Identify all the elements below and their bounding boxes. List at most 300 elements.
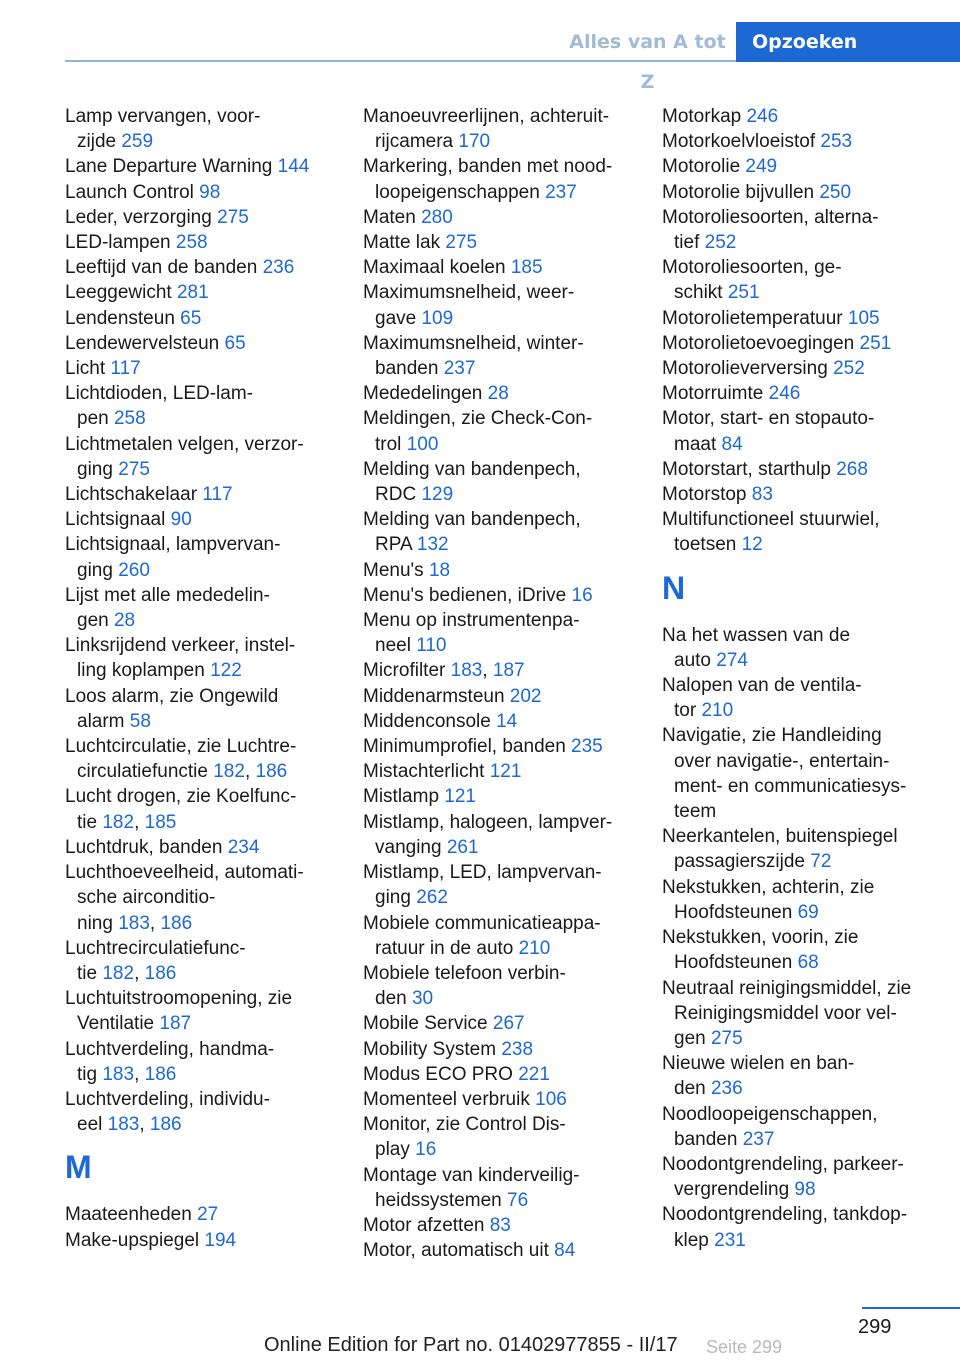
index-entry-text: Lamp vervangen, voor-	[65, 106, 261, 127]
index-entry	[662, 381, 947, 406]
index-entry-text: ment- en communicatiesys-	[674, 775, 907, 797]
index-entry-text: Luchthoeveelheid, automati-	[65, 862, 304, 884]
index-entry-text: Monitor, zie Control Dis-	[363, 1114, 566, 1136]
page-reference-link[interactable]: 100	[406, 433, 439, 455]
index-entry	[65, 1202, 350, 1227]
tab-alles-van-a-tot-z[interactable]: Alles van A tot Z	[569, 31, 726, 93]
index-entry-text: Maximumsnelheid, weer-	[363, 282, 575, 304]
index-entry	[363, 255, 648, 280]
index-entry-text: Mobility System	[363, 1038, 502, 1060]
page-reference-link[interactable]: 183	[450, 660, 483, 682]
index-entry-text: Minimumprofiel, banden	[363, 736, 572, 758]
page-reference-link[interactable]: 259	[121, 131, 154, 153]
index-entry	[65, 306, 350, 331]
page-reference-link[interactable]: 183	[107, 1114, 140, 1136]
index-entry-text: Neerkantelen, buitenspiegel	[662, 826, 898, 848]
index-entry-text: Middenconsole	[363, 710, 497, 732]
index-entry-text: Licht	[65, 358, 111, 380]
index-entry-text: tie	[77, 811, 103, 833]
page-reference-link[interactable]: 68	[797, 952, 819, 974]
page-reference-link[interactable]: 122	[210, 660, 242, 682]
index-entry	[662, 824, 947, 874]
index-entry-text: Nekstukken, voorin, zie	[662, 927, 859, 949]
page-reference-link[interactable]: 221	[518, 1063, 550, 1085]
index-entry	[363, 507, 648, 557]
index-entry-text: Mobile Service	[363, 1013, 493, 1035]
page-reference-link[interactable]: 246	[768, 383, 801, 405]
page-reference-link[interactable]: 14	[496, 710, 518, 732]
index-entry-text: zijde	[77, 131, 122, 153]
page-reference-link[interactable]: 16	[571, 584, 593, 606]
index-entry-text: Melding van bandenpech,	[363, 509, 581, 531]
index-entry-text: Nalopen van de ventila-	[662, 675, 862, 697]
page-reference-link[interactable]: 16	[415, 1139, 437, 1161]
page-reference-link[interactable]: 183	[102, 1063, 135, 1085]
index-entry-text: Leeftijd van de banden	[65, 257, 263, 279]
index-entry	[363, 331, 648, 381]
index-entry-text: Motorkoelvloeistof	[662, 131, 821, 153]
index-entry	[65, 356, 350, 381]
index-entry: Microfilter 183, 187	[363, 660, 525, 682]
page-reference-link[interactable]: 27	[197, 1204, 219, 1226]
index-entry	[65, 154, 350, 179]
index-entry-text: Luchtverdeling, individu-	[65, 1088, 270, 1110]
page-reference-link[interactable]: 69	[797, 901, 819, 923]
index-entry-text: Momenteel verbruik	[363, 1088, 536, 1110]
index-entry-text: ling koplampen	[77, 660, 211, 682]
index-entry-text: Na het wassen van de	[662, 624, 851, 646]
index-entry-text: vanging	[375, 836, 447, 858]
index-entry-text: Modus ECO PRO	[363, 1063, 519, 1085]
index-entry-text: Lichtsignaal	[65, 509, 171, 531]
page-number: 299	[858, 1316, 892, 1338]
page-reference-link[interactable]: 210	[701, 700, 734, 722]
index-entry-text: RPA	[375, 534, 417, 556]
index-entry	[363, 1112, 648, 1162]
index-entry	[65, 280, 350, 305]
page-reference-link[interactable]: 76	[507, 1189, 529, 1211]
page-reference-link[interactable]: 182	[213, 761, 245, 783]
index-entry-text: Motorkap	[662, 106, 747, 127]
page-reference-link[interactable]: 18	[428, 559, 451, 581]
page-reference-link[interactable]: 83	[489, 1214, 511, 1236]
page-reference-link[interactable]: 275	[445, 232, 478, 254]
index-entry	[363, 1011, 648, 1036]
index-entry	[65, 180, 350, 205]
index-entry	[662, 623, 947, 673]
index-entry	[363, 1213, 648, 1238]
index-entry	[363, 230, 648, 255]
page-reference-link[interactable]: 144	[277, 156, 310, 178]
index-entry-text: Mededelingen	[363, 383, 488, 405]
index-entry	[662, 673, 947, 723]
index-entry	[363, 583, 648, 608]
index-entry-text: Ventilatie	[77, 1013, 160, 1035]
index-entry-text: Maximumsnelheid, winter-	[363, 332, 584, 354]
index-entry-text: Mistlamp, LED, lampvervan-	[363, 862, 602, 884]
page-reference-link[interactable]: 275	[118, 458, 150, 480]
page-reference-link[interactable]: 109	[421, 307, 454, 329]
index-entry-text: Mobiele telefoon verbin-	[363, 962, 566, 984]
index-entry-text: Montage van kinderveilig-	[363, 1164, 580, 1186]
page-reference-link[interactable]: 65	[224, 332, 246, 354]
index-entry	[65, 230, 350, 255]
page-reference-link[interactable]: 187	[492, 660, 525, 682]
index-entry-text: Melding van bandenpech,	[363, 458, 581, 480]
index-entry-text: sche airconditio-	[77, 887, 216, 909]
index-entry	[363, 784, 648, 809]
page-reference-link[interactable]: 98	[199, 181, 221, 203]
page-reference-link[interactable]: 246	[746, 106, 779, 127]
index-entry-text: Navigatie, zie Handleiding	[662, 725, 882, 747]
index-entry	[662, 306, 947, 331]
page-reference-link[interactable]: 251	[859, 332, 892, 354]
index-entry-text: Lijst met alle mededelin-	[65, 584, 270, 606]
page-reference-link[interactable]: 238	[501, 1038, 534, 1060]
index-entry-text: LED-lampen	[65, 232, 176, 254]
index-entry-text: Motorruimte	[662, 383, 769, 405]
index-entry-text: Motoroliesoorten, ge-	[662, 257, 842, 279]
index-entry-text: Noodontgrendeling, tankdop-	[662, 1204, 908, 1226]
index-entry-text: klep	[674, 1229, 715, 1251]
page-reference-link[interactable]: 129	[421, 484, 454, 506]
index-entry	[662, 255, 947, 305]
index-entry-text: Multifunctioneel stuurwiel,	[662, 509, 880, 531]
page-reference-link[interactable]: 106	[535, 1088, 567, 1110]
index-entry-text: Menu op instrumentenpa-	[363, 610, 580, 632]
page-reference-link[interactable]: 30	[411, 988, 434, 1010]
index-entry-text: Motorolietoevoegingen	[662, 332, 860, 354]
index-entry-text: circulatiefunctie	[77, 761, 214, 783]
index-entry-text: ging	[375, 887, 417, 909]
index-entry	[363, 1087, 648, 1112]
page-reference-link[interactable]: 231	[714, 1229, 746, 1251]
index-entry	[363, 154, 648, 204]
index-entry-text: heidssystemen	[375, 1189, 508, 1211]
index-entry-text: ratuur in de auto	[375, 937, 519, 959]
index-entry-text: gen	[77, 610, 114, 632]
watermark: Seite 299	[706, 1337, 783, 1357]
index-entry-text: Matte lak	[363, 232, 446, 254]
index-entry: Luchtverdeling, handma- tig 183, 186	[65, 1038, 275, 1085]
index-entry	[363, 457, 648, 507]
index-entry: Lucht drogen, zie Koelfunc- tie 182, 185	[65, 786, 297, 833]
index-entry-text: Maximaal koelen	[363, 257, 511, 279]
page-reference-link[interactable]: 258	[175, 232, 208, 254]
page-reference-link[interactable]: 132	[416, 534, 449, 556]
index-entry-text: alarm	[77, 710, 130, 732]
index-entry-text: Lichtsignaal, lampvervan-	[65, 534, 281, 556]
index-entry-text: Lichtmetalen velgen, verzor-	[65, 433, 304, 455]
index-entry	[65, 684, 350, 734]
index-entry-text: Motor afzetten	[363, 1214, 490, 1236]
index-entry-text: Motor, automatisch uit	[363, 1240, 555, 1262]
index-entry-text: Menu's bedienen, iDrive	[363, 584, 572, 606]
page-reference-link[interactable]: 260	[118, 559, 150, 581]
index-entry-text: Luchtrecirculatiefunc-	[65, 937, 246, 959]
index-entry	[363, 1238, 648, 1263]
tab-opzoeken[interactable]: Opzoeken	[736, 22, 960, 62]
page-reference-link[interactable]: 186	[144, 962, 177, 984]
index-entry-text: neel	[375, 635, 417, 657]
index-entry: Luchtrecirculatiefunc- tie 182, 186	[65, 937, 246, 984]
index-entry	[662, 1102, 947, 1152]
index-entry	[662, 723, 947, 824]
index-entry	[363, 280, 648, 330]
page-reference-link[interactable]: 234	[227, 836, 260, 858]
page-reference-link[interactable]: 237	[742, 1128, 775, 1150]
index-entry-text: Motorolietemperatuur	[662, 307, 848, 329]
index-entry	[363, 961, 648, 1011]
index-entry-text: Maateenheden	[65, 1204, 198, 1226]
index-entry	[662, 976, 947, 1052]
index-entry-text: over navigatie-, entertain-	[674, 750, 890, 772]
index-entry	[363, 860, 648, 910]
index-entry-text: Hoofdsteunen	[674, 952, 798, 974]
index-entry	[662, 875, 947, 925]
index-entry	[662, 154, 947, 179]
page-reference-link[interactable]: 262	[416, 887, 448, 909]
page-reference-link[interactable]: 84	[721, 433, 743, 455]
index-entry-text: loopeigenschappen	[375, 181, 546, 203]
page-reference-link[interactable]: 65	[180, 307, 202, 329]
index-entry	[65, 835, 350, 860]
page-reference-link[interactable]: 117	[202, 484, 233, 506]
index-entry-text: Mobiele communicatieappa-	[363, 912, 601, 934]
index-entry: Luchthoeveelheid, automati- sche airconditio- ning 183, 186	[65, 862, 304, 934]
index-entry-text: Leeggewicht	[65, 282, 177, 304]
index-entry-text: eel	[77, 1114, 108, 1136]
index-column-1	[65, 104, 350, 1253]
index-entry-text: schikt	[674, 282, 728, 304]
index-entry-text: gen	[674, 1027, 711, 1049]
page-reference-link[interactable]: 12	[741, 534, 763, 556]
index-entry-text: maat	[674, 433, 722, 455]
index-entry	[65, 633, 350, 683]
index-entry	[662, 482, 947, 507]
index-entry-text: Loos alarm, zie Ongewild	[65, 685, 279, 707]
index-entry-text: Maten	[363, 206, 422, 228]
index-entry-text: Lane Departure Warning	[65, 156, 278, 178]
index-entry	[65, 104, 350, 154]
page-reference-link[interactable]: 268	[836, 458, 868, 480]
index-entry	[65, 331, 350, 356]
index-entry-text: passagierszijde	[674, 851, 811, 873]
index-entry-text: Leder, verzorging	[65, 206, 218, 228]
index-entry-text: Mistlamp, halogeen, lampver-	[363, 811, 613, 833]
page-reference-link[interactable]: 252	[833, 358, 865, 380]
page-reference-link[interactable]: 251	[727, 282, 760, 304]
page-reference-link[interactable]: 187	[159, 1013, 192, 1035]
index-entry-text: Lichtdioden, LED-lam-	[65, 383, 253, 405]
index-entry-text: tor	[674, 700, 702, 722]
index-entry-text: Mistachterlicht	[363, 761, 490, 783]
page-reference-link[interactable]: 170	[458, 131, 491, 153]
index-entry-text: Launch Control	[65, 181, 200, 203]
index-entry	[65, 1228, 350, 1253]
index-entry-text: Nekstukken, achterin, zie	[662, 876, 875, 898]
page-reference-link[interactable]: 194	[204, 1229, 237, 1251]
index-entry	[363, 759, 648, 784]
page-reference-link[interactable]: 236	[710, 1078, 743, 1100]
page-reference-link[interactable]: 117	[110, 358, 141, 380]
index-entry	[65, 432, 350, 482]
page-reference-link[interactable]: 186	[160, 912, 193, 934]
index-entry	[363, 1062, 648, 1087]
index-entry	[363, 205, 648, 230]
index-entry	[65, 381, 350, 431]
index-entry	[65, 532, 350, 582]
index-entry-text: rijcamera	[375, 131, 459, 153]
index-entry-text: trol	[375, 433, 407, 455]
index-entry-text: pen	[77, 408, 114, 430]
index-entry-text: tie	[77, 962, 103, 984]
page-reference-link[interactable]: 121	[444, 786, 476, 808]
index-entry-text: gave	[375, 307, 422, 329]
page-reference-link[interactable]: 58	[129, 710, 151, 732]
index-entry	[662, 1202, 947, 1252]
page-reference-link[interactable]: 274	[716, 649, 748, 671]
page-reference-link[interactable]: 275	[710, 1027, 743, 1049]
index-column-2	[363, 104, 648, 1263]
page-reference-link[interactable]: 250	[819, 181, 852, 203]
page-reference-link[interactable]: 261	[446, 836, 479, 858]
index-entry	[662, 925, 947, 975]
index-entry-text: Motorolieverversing	[662, 358, 834, 380]
page-reference-link[interactable]: 252	[704, 232, 737, 254]
index-entry	[363, 608, 648, 658]
index-entry	[65, 255, 350, 280]
page-reference-link[interactable]: 182	[102, 962, 135, 984]
page-reference-link[interactable]: 253	[820, 131, 853, 153]
page-reference-link[interactable]: 72	[810, 851, 832, 873]
page-reference-link[interactable]: 210	[518, 937, 551, 959]
index-entry-text: Lucht drogen, zie Koelfunc-	[65, 786, 297, 808]
index-entry-text: Markering, banden met nood-	[363, 156, 613, 178]
page-reference-link[interactable]: 280	[421, 206, 453, 228]
index-entry-text: ging	[77, 559, 119, 581]
page-reference-link[interactable]: 182	[102, 811, 135, 833]
page-reference-link[interactable]: 98	[794, 1179, 816, 1201]
index-entry-text: vergrendeling	[674, 1179, 795, 1201]
index-entry	[662, 507, 947, 557]
index-entry-text: Motoroliesoorten, alterna-	[662, 206, 879, 228]
index-entry	[65, 482, 350, 507]
page-reference-link[interactable]: 90	[170, 509, 192, 531]
footer-rule	[862, 1307, 960, 1309]
index-entry-text: RDC	[375, 484, 422, 506]
index-entry-text: Reinigingsmiddel voor vel-	[674, 1002, 897, 1024]
index-entry-text: Noodontgrendeling, parkeer-	[662, 1153, 904, 1175]
page-reference-link[interactable]: 186	[149, 1114, 182, 1136]
index-entry-text: banden	[375, 358, 444, 380]
index-entry-text: Middenarmsteun	[363, 685, 510, 707]
index-entry	[662, 180, 947, 205]
index-entry-text: ging	[77, 458, 119, 480]
page-reference-link[interactable]: 202	[509, 685, 542, 707]
index-entry	[662, 356, 947, 381]
page-reference-link[interactable]: 183	[118, 912, 150, 934]
page-reference-link[interactable]: 267	[492, 1013, 525, 1035]
edition-text: Online Edition for Part no. 01402977855 - II/17	[264, 1334, 678, 1356]
index-entry	[363, 734, 648, 759]
index-entry	[65, 986, 350, 1036]
index-entry-text: teem	[674, 801, 717, 823]
index-entry	[363, 911, 648, 961]
index-entry	[363, 1037, 648, 1062]
index-entry-text: Mistlamp	[363, 786, 445, 808]
index-entry	[363, 558, 648, 583]
index-entry-text: Make-upspiegel	[65, 1229, 205, 1251]
index-entry-text: den	[674, 1078, 711, 1100]
index-entry-text: Luchtdruk, banden	[65, 836, 228, 858]
index-entry	[662, 104, 947, 129]
page-reference-link[interactable]: 186	[255, 761, 288, 783]
index-entry: Luchtverdeling, individu- eel 183, 186	[65, 1088, 270, 1136]
index-entry-text: Lendensteun	[65, 307, 181, 329]
index-entry-text: Neutraal reinigingsmiddel, zie	[662, 977, 912, 999]
page-reference-link[interactable]: 185	[510, 257, 543, 279]
section-letter: N	[662, 569, 686, 606]
page-reference-link[interactable]: 236	[262, 257, 295, 279]
index-entry-text: Nieuwe wielen en ban-	[662, 1053, 855, 1075]
page-reference-link[interactable]: 237	[443, 358, 476, 380]
page-reference-link[interactable]: 105	[847, 307, 880, 329]
index-entry-text: Hoofdsteunen	[674, 901, 798, 923]
index-entry-text: Linksrijdend verkeer, instel-	[65, 635, 296, 657]
page-reference-link[interactable]: 258	[113, 408, 146, 430]
page-reference-link[interactable]: 185	[144, 811, 177, 833]
index-entry	[662, 331, 947, 356]
index-entry-text: Noodloopeigenschappen,	[662, 1103, 878, 1125]
page-reference-link[interactable]: 121	[489, 761, 522, 783]
page-reference-link[interactable]: 84	[554, 1240, 576, 1262]
index-entry	[363, 810, 648, 860]
page-reference-link[interactable]: 249	[745, 156, 778, 178]
index-entry	[65, 583, 350, 633]
index-entry-text: banden	[674, 1128, 743, 1150]
index-entry	[65, 205, 350, 230]
index-entry	[662, 1152, 947, 1202]
page-reference-link[interactable]: 28	[487, 383, 509, 405]
page-reference-link[interactable]: 28	[113, 610, 136, 632]
index-entry-text: Luchtcirculatie, zie Luchtre-	[65, 736, 297, 758]
index-entry-text: Microfilter	[363, 660, 451, 682]
index-entry	[363, 709, 648, 734]
page-reference-link[interactable]: 186	[144, 1063, 177, 1085]
index-column-3	[662, 104, 947, 1253]
index-entry-text: tig	[77, 1063, 103, 1085]
page-reference-link[interactable]: 275	[217, 206, 249, 228]
page-reference-link[interactable]: 110	[416, 635, 447, 657]
index-entry-text: Motorolie bijvullen	[662, 181, 820, 203]
index-entry	[363, 381, 648, 406]
index-entry-text: play	[375, 1139, 416, 1161]
index-entry	[65, 507, 350, 532]
index-entry-text: Lendewervelsteun	[65, 332, 225, 354]
index-entry-text: Motorolie	[662, 156, 746, 178]
index-entry-text: Meldingen, zie Check-Con-	[363, 408, 593, 430]
section-letter: M	[65, 1149, 92, 1186]
index-entry-text: den	[375, 988, 412, 1010]
index-entry	[662, 205, 947, 255]
page-reference-link[interactable]: 83	[751, 484, 773, 506]
index-entry-text: Motor, start- en stopauto-	[662, 408, 875, 430]
index-entry-text: tief	[674, 232, 705, 254]
page-reference-link[interactable]: 235	[571, 736, 603, 758]
page-reference-link[interactable]: 237	[545, 181, 577, 203]
page-reference-link[interactable]: 281	[176, 282, 209, 304]
